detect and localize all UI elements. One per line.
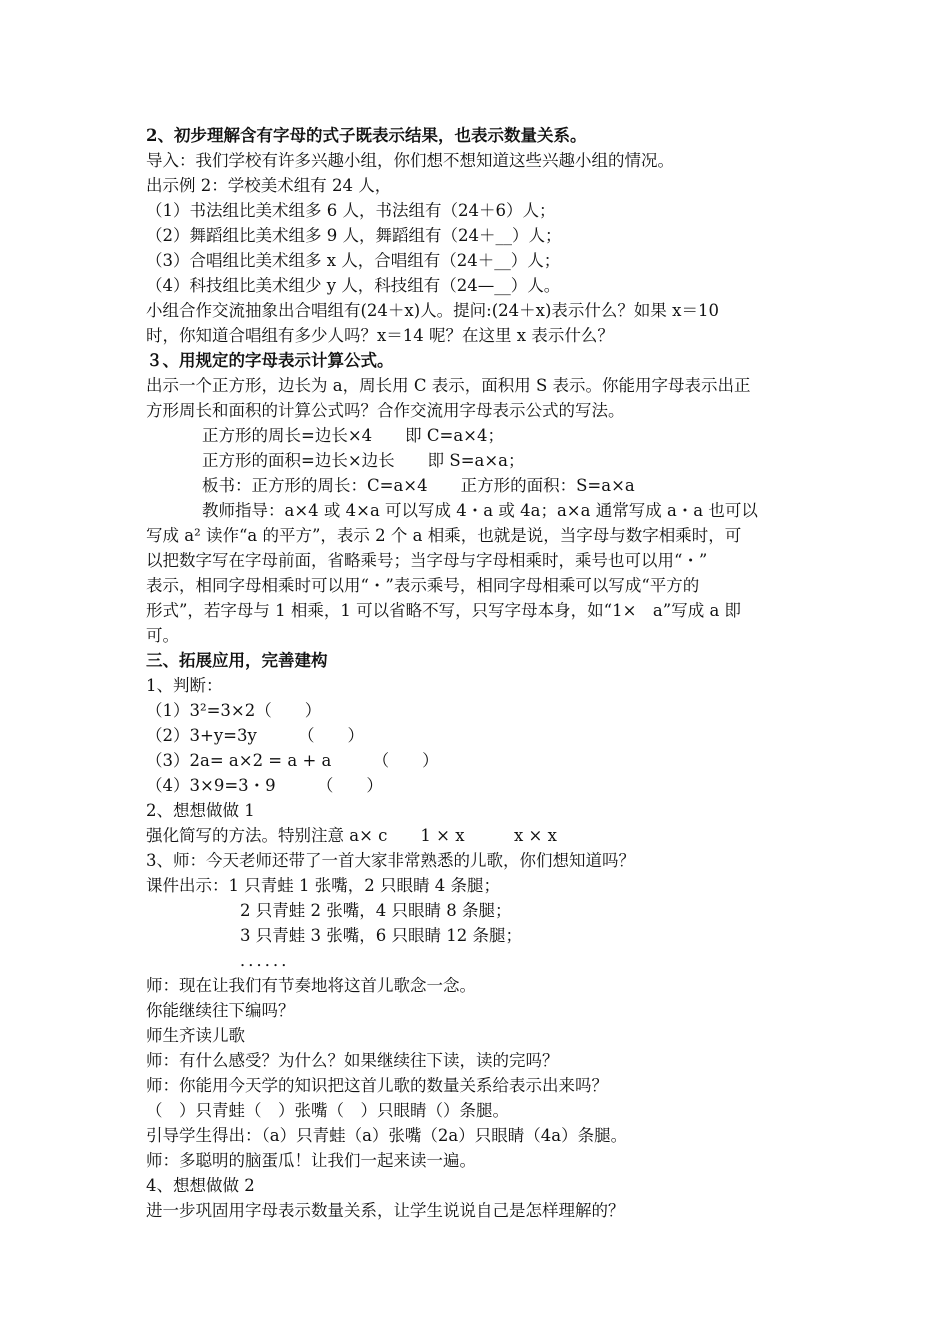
text-line: （1）3²=3×2（ ） xyxy=(146,701,322,720)
text-line: 师：现在让我们有节奏地将这首儿歌念一念。 xyxy=(146,976,476,995)
text-line: 师生齐读儿歌 xyxy=(146,1026,245,1045)
text-line: （2）舞蹈组比美术组多 9 人，舞蹈组有（24＋__）人； xyxy=(146,226,562,245)
text-line: 板书：正方形的周长：C=a×4 正方形的面积：S=a×a xyxy=(202,476,635,495)
text-line: 表示，相同字母相乘时可以用“・”表示乘号，相同字母相乘可以写成“平方的 xyxy=(146,576,700,595)
text-line: 出示例 2：学校美术组有 24 人， xyxy=(146,176,392,195)
text-line: 1、判断： xyxy=(146,676,223,695)
text-line: （ ）只青蛙（ ）张嘴（ ）只眼睛（）条腿。 xyxy=(146,1101,509,1120)
text-line: （3）2a= a×2 = a + a （ ） xyxy=(146,751,439,770)
text-line: 引导学生得出：（a）只青蛙（a）张嘴（2a）只眼睛（4a）条腿。 xyxy=(146,1126,628,1145)
text-line: 形式”，若字母与 1 相乘，1 可以省略不写，只写字母本身，如“1× a”写成 a 即 xyxy=(146,601,742,620)
text-line: 进一步巩固用字母表示数量关系，让学生说说自己是怎样理解的？ xyxy=(146,1201,625,1220)
text-line: 3 只青蛙 3 张嘴，6 只眼睛 12 条腿； xyxy=(240,926,522,945)
text-line: 可。 xyxy=(146,626,179,645)
text-line: 导入：我们学校有许多兴趣小组，你们想不想知道这些兴趣小组的情况。 xyxy=(146,151,674,170)
text-line: （1）书法组比美术组多 6 人，书法组有（24＋6）人； xyxy=(146,201,556,220)
text-line: （4）科技组比美术组少 y 人，科技组有（24—__）人。 xyxy=(146,276,561,295)
text-line: 3、师：今天老师还带了一首大家非常熟悉的儿歌，你们想知道吗？ xyxy=(146,851,635,870)
text-line: 教师指导：a×4 或 4×a 可以写成 4・a 或 4a；a×a 通常写成 a・a 也可以 xyxy=(202,501,758,520)
text-line: 时，你知道合唱组有多少人吗？x＝14 呢？在这里 x 表示什么？ xyxy=(146,326,614,345)
text-line: 你能继续往下编吗？ xyxy=(146,1001,295,1020)
text-line: 师：你能用今天学的知识把这首儿歌的数量关系给表示出来吗？ xyxy=(146,1076,608,1095)
text-line: 师：多聪明的脑蛋瓜！让我们一起来读一遍。 xyxy=(146,1151,476,1170)
text-line: 2 只青蛙 2 张嘴，4 只眼睛 8 条腿； xyxy=(240,901,512,920)
text-line: 出示一个正方形，边长为 a，周长用 C 表示，面积用 S 表示。你能用字母表示出正 xyxy=(146,376,751,395)
section-heading-3: ３、用规定的字母表示计算公式。 xyxy=(146,351,394,370)
text-line: 强化简写的方法。特别注意 a× c 1 × x x × x xyxy=(146,826,557,845)
text-line: 正方形的周长=边长×4 即 C=a×4； xyxy=(202,426,505,445)
text-line: 正方形的面积=边长×边长 即 S=a×a； xyxy=(202,451,525,470)
text-line: （3）合唱组比美术组多 x 人，合唱组有（24＋__）人； xyxy=(146,251,561,270)
section-heading-2: 2、初步理解含有字母的式子既表示结果，也表示数量关系。 xyxy=(146,126,587,145)
text-line: 4、想想做做 2 xyxy=(146,1176,255,1195)
text-line: 以把数字写在字母前面，省略乘号；当字母与字母相乘时，乘号也可以用“・” xyxy=(146,551,708,570)
text-line: ．．．．．． xyxy=(240,951,298,970)
text-line: 小组合作交流抽象出合唱组有(24＋x)人。提问:(24＋x)表示什么？如果 x＝10 xyxy=(146,301,719,320)
text-line: 2、想想做做 1 xyxy=(146,801,255,820)
text-line: 方形周长和面积的计算公式吗？合作交流用字母表示公式的写法。 xyxy=(146,401,625,420)
text-line: 课件出示：1 只青蛙 1 张嘴，2 只眼睛 4 条腿； xyxy=(146,876,500,895)
text-line: （2）3+y=3y （ ） xyxy=(146,726,365,745)
text-line: 写成 a² 读作“a 的平方”，表示 2 个 a 相乘，也就是说，当字母与数字相乘时，可 xyxy=(146,526,742,545)
section-heading-iii: 三、拓展应用，完善建构 xyxy=(146,651,328,670)
text-line: （4）3×9=3・9 （ ） xyxy=(146,776,383,795)
text-line: 师：有什么感受？为什么？如果继续往下读，读的完吗？ xyxy=(146,1051,559,1070)
